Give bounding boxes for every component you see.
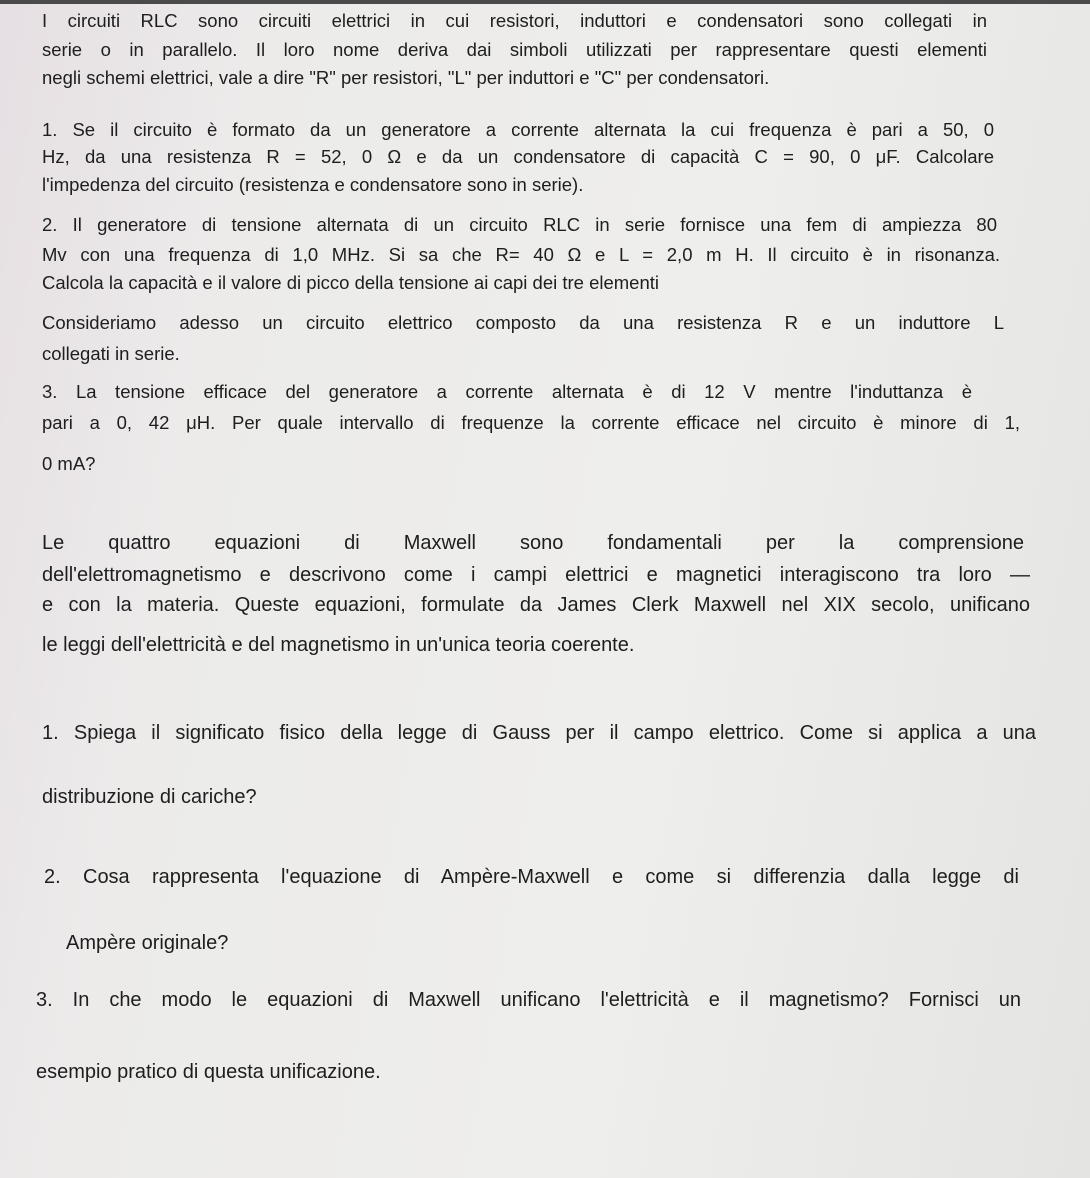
text-line: 2. Cosa rappresenta l'equazione di Ampère-Maxwell e come si differenzia dalla legge di <box>44 866 1019 888</box>
text-line: 2. Il generatore di tensione alternata di un circuito RLC in serie fornisce una fem di ampiezza 80 <box>42 214 997 235</box>
text-line: 3. La tensione efficace del generatore a corrente alternata è di 12 V mentre l'induttanza è <box>42 381 972 402</box>
text-line: e con la materia. Queste equazioni, formulate da James Clerk Maxwell nel XIX secolo, unificano <box>42 594 1030 616</box>
text-line: I circuiti RLC sono circuiti elettrici in cui resistori, induttori e condensatori sono collegati in <box>42 10 987 31</box>
text-line: Ampère originale? <box>66 932 229 954</box>
text-line: 0 mA? <box>42 453 96 474</box>
text-line: negli schemi elettrici, vale a dire "R" per resistori, "L" per induttori e "C" per condensatori. <box>42 67 770 88</box>
text-line: collegati in serie. <box>42 343 180 364</box>
text-line: Mv con una frequenza di 1,0 MHz. Si sa che R= 40 Ω e L = 2,0 m H. Il circuito è in risonanza. <box>42 244 1000 265</box>
photo-edge <box>0 0 1090 4</box>
text-line: le leggi dell'elettricità e del magnetismo in un'unica teoria coerente. <box>42 634 635 656</box>
text-line: 1. Spiega il significato fisico della legge di Gauss per il campo elettrico. Come si applica a una <box>42 722 1036 744</box>
text-line: Hz, da una resistenza R = 52, 0 Ω e da un condensatore di capacità C = 90, 0 μF. Calcolare <box>42 146 994 167</box>
text-line: Le quattro equazioni di Maxwell sono fondamentali per la comprensione <box>42 532 1024 554</box>
text-line: 3. In che modo le equazioni di Maxwell unificano l'elettricità e il magnetismo? Fornisci un <box>36 989 1021 1011</box>
text-line: serie o in parallelo. Il loro nome deriva dai simboli utilizzati per rappresentare questi elementi <box>42 39 987 60</box>
text-line: distribuzione di cariche? <box>42 786 257 808</box>
text-line: Calcola la capacità e il valore di picco della tensione ai capi dei tre elementi <box>42 272 660 293</box>
text-line: esempio pratico di questa unificazione. <box>36 1061 381 1083</box>
text-line: l'impedenza del circuito (resistenza e condensatore sono in serie). <box>42 174 584 195</box>
text-line: pari a 0, 42 μH. Per quale intervallo di frequenze la corrente efficace nel circuito è minore di 1, <box>42 412 1020 433</box>
text-line: dell'elettromagnetismo e descrivono come i campi elettrici e magnetici interagiscono tra loro — <box>42 564 1030 586</box>
text-line: 1. Se il circuito è formato da un generatore a corrente alternata la cui frequenza è pari a 50, 0 <box>42 119 994 140</box>
text-line: Consideriamo adesso un circuito elettrico composto da una resistenza R e un induttore L <box>42 312 1004 333</box>
